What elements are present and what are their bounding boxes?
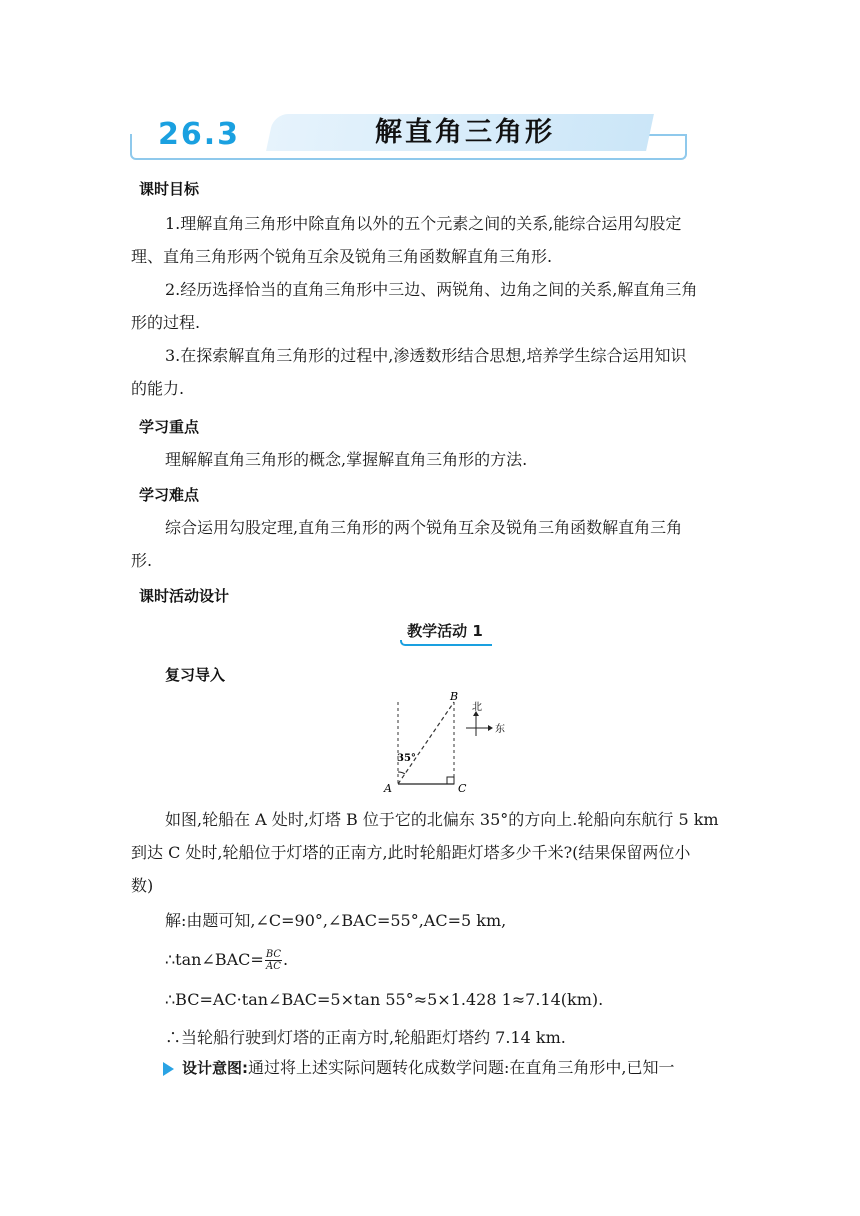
key-text-block — [131, 443, 731, 476]
angle-arc — [398, 772, 405, 774]
difficulty-heading: 学习难点 — [139, 486, 200, 504]
difficulty-line-2: 形. — [131, 551, 153, 570]
goal-item-2-line-1: 2.经历选择恰当的直角三角形中三边、两锐角、边角之间的关系,解直角三角 — [165, 280, 698, 299]
solution-line-3: ∴BC=AC·tan∠BAC=5×tan 55°≈5×1.428 1≈7.14(km). — [165, 990, 604, 1009]
activity-underline — [400, 640, 492, 646]
east-label: 东 — [495, 724, 505, 735]
compass-east-arrow — [488, 725, 493, 731]
review-heading: 复习导入 — [165, 666, 226, 684]
problem-line-3: 数) — [131, 876, 154, 895]
design-heading: 课时活动设计 — [139, 587, 230, 605]
solution-line-2-end: . — [283, 950, 289, 969]
design-intent-label: 设计意图: — [182, 1059, 248, 1077]
section-number: 26.3 — [158, 117, 241, 152]
key-text: 理解解直角三角形的概念,掌握解直角三角形的方法. — [165, 450, 528, 469]
lighthouse-figure — [380, 688, 520, 798]
angle-label: 35° — [397, 753, 416, 764]
north-label: 北 — [472, 702, 482, 713]
design-intent-text: 通过将上述实际问题转化成数学问题:在直角三角形中,已知一 — [248, 1058, 675, 1077]
section-title: 解直角三角形 — [375, 117, 555, 148]
activity-badge — [398, 620, 492, 646]
solution-line-4: ∴当轮船行驶到灯塔的正南方时,轮船距灯塔约 7.14 km. — [165, 1028, 566, 1047]
goal-item-3-line-2: 的能力. — [131, 379, 185, 398]
problem-line-1: 如图,轮船在 A 处时,灯塔 B 位于它的北偏东 35°的方向上.轮船向东航行 5 km — [165, 810, 719, 829]
segment-ab — [398, 702, 454, 784]
design-intent — [163, 1055, 674, 1078]
goals-list — [131, 207, 731, 405]
fraction-bc-ac — [265, 949, 282, 972]
key-heading: 学习重点 — [139, 418, 200, 436]
point-c-label: C — [458, 782, 467, 795]
right-angle-mark — [447, 777, 454, 784]
triangle-bullet-icon — [163, 1062, 174, 1076]
goal-item-2-line-2: 形的过程. — [131, 313, 201, 332]
goals-heading: 课时目标 — [139, 180, 200, 198]
solution-tan-expr: ∴tan∠BAC= — [165, 950, 264, 969]
activity-label: 教学活动 1 — [407, 622, 483, 640]
point-b-label: B — [450, 690, 459, 703]
problem-line-2: 到达 C 处时,轮船位于灯塔的正南方,此时轮船距灯塔多少千米?(结果保留两位小 — [131, 843, 691, 862]
solution-line-1: 解:由题可知,∠C=90°,∠BAC=55°,AC=5 km, — [165, 911, 507, 930]
goal-item-1-line-2: 理、直角三角形两个锐角互余及锐角三角函数解直角三角形. — [131, 247, 553, 266]
goal-item-1-line-1: 1.理解直角三角形中除直角以外的五个元素之间的关系,能综合运用勾股定 — [165, 214, 682, 233]
solution-line-2 — [165, 949, 288, 972]
fraction-denominator: AC — [265, 961, 281, 972]
point-a-label: A — [384, 782, 392, 795]
problem-text — [131, 803, 731, 902]
difficulty-line-1: 综合运用勾股定理,直角三角形的两个锐角互余及锐角三角函数解直角三角 — [165, 518, 683, 537]
fraction-numerator: BC — [265, 949, 282, 960]
difficulty-text-block — [131, 511, 731, 577]
goal-item-3-line-1: 3.在探索解直角三角形的过程中,渗透数形结合思想,培养学生综合运用知识 — [165, 346, 687, 365]
